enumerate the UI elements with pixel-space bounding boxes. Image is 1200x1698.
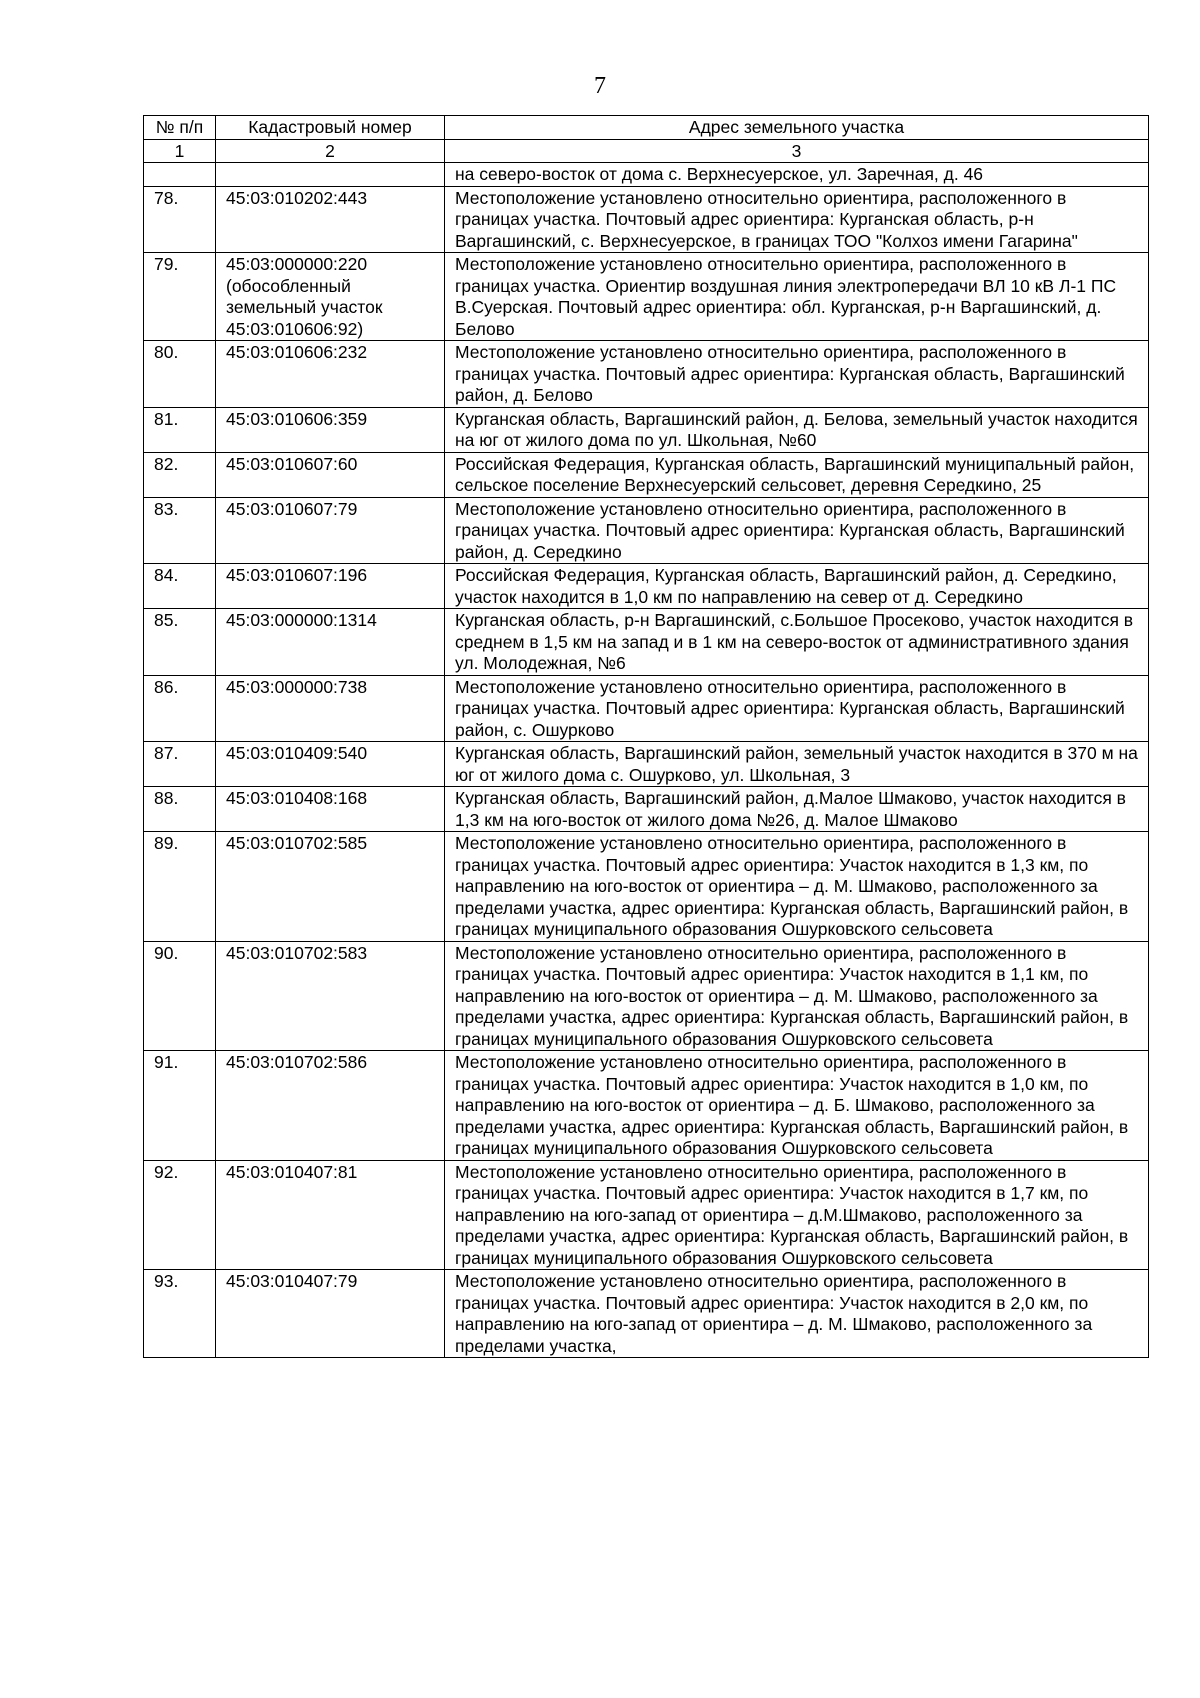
cadastral-number-cell: 45:03:010607:60 <box>216 452 445 497</box>
row-number-cell: 90. <box>144 941 216 1051</box>
table-row <box>144 742 1149 787</box>
header-cadastral-number: Кадастровый номер <box>216 116 445 140</box>
address-cell: Местоположение установлено относительно ориентира, расположенного в границах участка. Почтовый адрес ориентира: Участок находится в 1,0 км, по направлению на юго-восток от ориентира – д. Б. Шмаково, расположенного за пределами участка, адрес ориентира: Курганская область, Варгашинский район, в границах муниципального образования Ошурковского сельсовета <box>445 1051 1149 1161</box>
row-number-cell: 85. <box>144 609 216 676</box>
table-row <box>144 564 1149 609</box>
cadastral-number-cell: 45:03:010607:79 <box>216 497 445 564</box>
row-number-cell: 84. <box>144 564 216 609</box>
address-cell: Российская Федерация, Курганская область, Варгашинский район, д. Середкино, участок находится в 1,0 км по направлению на север от д. Середкино <box>445 564 1149 609</box>
cadastral-number-cell: 45:03:010407:79 <box>216 1270 445 1358</box>
cadastral-number-cell: 45:03:000000:220 (обособленный земельный участок 45:03:010606:92) <box>216 253 445 341</box>
table-row <box>144 186 1149 253</box>
address-cell: Местоположение установлено относительно ориентира, расположенного в границах участка. Почтовый адрес ориентира: Участок находится в 2,0 км, по направлению на юго-запад от ориентира – д. М. Шмаково, расположенного за пределами участка, <box>445 1270 1149 1358</box>
address-cell: Курганская область, р-н Варгашинский, с.Большое Просеково, участок находится в среднем в 1,5 км на запад и в 1 км на северо-восток от административного здания ул. Молодежная, №6 <box>445 609 1149 676</box>
cadastral-number-cell: 45:03:010202:443 <box>216 186 445 253</box>
column-index-2: 2 <box>216 139 445 163</box>
table-row <box>144 407 1149 452</box>
cadastral-number-cell: 45:03:010606:359 <box>216 407 445 452</box>
address-cell: Курганская область, Варгашинский район, земельный участок находится в 370 м на юг от жилого дома с. Ошурково, ул. Школьная, 3 <box>445 742 1149 787</box>
table-row <box>144 609 1149 676</box>
address-cell: Местоположение установлено относительно ориентира, расположенного в границах участка. Почтовый адрес ориентира: Курганская область, Варгашинский район, д. Белово <box>445 341 1149 408</box>
address-cell: на северо-восток от дома с. Верхнесуерское, ул. Заречная, д. 46 <box>445 163 1149 187</box>
cadastral-number-cell: 45:03:010702:586 <box>216 1051 445 1161</box>
column-index-1: 1 <box>144 139 216 163</box>
row-number-cell: 81. <box>144 407 216 452</box>
table-row <box>144 253 1149 341</box>
table-row <box>144 787 1149 832</box>
row-number-cell: 87. <box>144 742 216 787</box>
row-number-cell: 78. <box>144 186 216 253</box>
column-index-3: 3 <box>445 139 1149 163</box>
row-number-cell: 92. <box>144 1160 216 1270</box>
table-row <box>144 1051 1149 1161</box>
page-number: 7 <box>594 73 606 99</box>
address-cell: Курганская область, Варгашинский район, д.Малое Шмаково, участок находится в 1,3 км на юго-восток от жилого дома №26, д. Малое Шмаково <box>445 787 1149 832</box>
address-cell: Местоположение установлено относительно ориентира, расположенного в границах участка. Почтовый адрес ориентира: Курганская область, Варгашинский район, с. Ошурково <box>445 675 1149 742</box>
cadastral-number-cell: 45:03:010607:196 <box>216 564 445 609</box>
row-number-cell <box>144 163 216 187</box>
address-cell: Местоположение установлено относительно ориентира, расположенного в границах участка. Почтовый адрес ориентира: Участок находится в 1,3 км, по направлению на юго-восток от ориентира – д. М. Шмаково, расположенного за пределами участка, адрес ориентира: Курганская область, Варгашинский район, в границах муниципального образования Ошурковского сельсовета <box>445 832 1149 942</box>
address-cell: Местоположение установлено относительно ориентира, расположенного в границах участка. Почтовый адрес ориентира: Участок находится в 1,1 км, по направлению на юго-восток от ориентира – д. М. Шмаково, расположенного за пределами участка, адрес ориентира: Курганская область, Варгашинский район, в границах муниципального образования Ошурковского сельсовета <box>445 941 1149 1051</box>
header-number: № п/п <box>144 116 216 140</box>
row-number-cell: 83. <box>144 497 216 564</box>
table-row <box>144 941 1149 1051</box>
table-column-index-row <box>144 139 1149 163</box>
table-row <box>144 163 1149 187</box>
row-number-cell: 82. <box>144 452 216 497</box>
row-number-cell: 80. <box>144 341 216 408</box>
land-plots-table <box>143 115 1149 1358</box>
cadastral-number-cell: 45:03:000000:1314 <box>216 609 445 676</box>
table-row <box>144 1270 1149 1358</box>
cadastral-number-cell: 45:03:010702:585 <box>216 832 445 942</box>
address-cell: Российская Федерация, Курганская область, Варгашинский муниципальный район, сельское поселение Верхнесуерский сельсовет, деревня Середкино, 25 <box>445 452 1149 497</box>
cadastral-number-cell: 45:03:010702:583 <box>216 941 445 1051</box>
table-header-row <box>144 116 1149 140</box>
cadastral-number-cell: 45:03:000000:738 <box>216 675 445 742</box>
table-row <box>144 452 1149 497</box>
cadastral-number-cell: 45:03:010407:81 <box>216 1160 445 1270</box>
cadastral-number-cell: 45:03:010606:232 <box>216 341 445 408</box>
table-row <box>144 341 1149 408</box>
table-row <box>144 497 1149 564</box>
table-body <box>144 163 1149 1358</box>
row-number-cell: 86. <box>144 675 216 742</box>
address-cell: Местоположение установлено относительно ориентира, расположенного в границах участка. Почтовый адрес ориентира: Участок находится в 1,7 км, по направлению на юго-запад от ориентира – д.М.Шмаково, расположенного за пределами участка, адрес ориентира: Курганская область, Варгашинский район, в границах муниципального образования Ошурковского сельсовета <box>445 1160 1149 1270</box>
cadastral-number-cell: 45:03:010409:540 <box>216 742 445 787</box>
address-cell: Местоположение установлено относительно ориентира, расположенного в границах участка. Почтовый адрес ориентира: Курганская область, р-н Варгашинский, с. Верхнесуерское, в границах ТОО "Колхоз имени Гагарина" <box>445 186 1149 253</box>
table-row <box>144 832 1149 942</box>
cadastral-number-cell <box>216 163 445 187</box>
row-number-cell: 89. <box>144 832 216 942</box>
cadastral-number-cell: 45:03:010408:168 <box>216 787 445 832</box>
address-cell: Курганская область, Варгашинский район, д. Белова, земельный участок находится на юг от жилого дома по ул. Школьная, №60 <box>445 407 1149 452</box>
table-row <box>144 1160 1149 1270</box>
address-cell: Местоположение установлено относительно ориентира, расположенного в границах участка. Почтовый адрес ориентира: Курганская область, Варгашинский район, д. Середкино <box>445 497 1149 564</box>
row-number-cell: 93. <box>144 1270 216 1358</box>
table-row <box>144 675 1149 742</box>
header-address: Адрес земельного участка <box>445 116 1149 140</box>
row-number-cell: 88. <box>144 787 216 832</box>
row-number-cell: 91. <box>144 1051 216 1161</box>
address-cell: Местоположение установлено относительно ориентира, расположенного в границах участка. Ориентир воздушная линия электропередачи ВЛ 10 кВ Л-1 ПС В.Суерская. Почтовый адрес ориентира: обл. Курганская, р-н Варгашинский, д. Белово <box>445 253 1149 341</box>
row-number-cell: 79. <box>144 253 216 341</box>
